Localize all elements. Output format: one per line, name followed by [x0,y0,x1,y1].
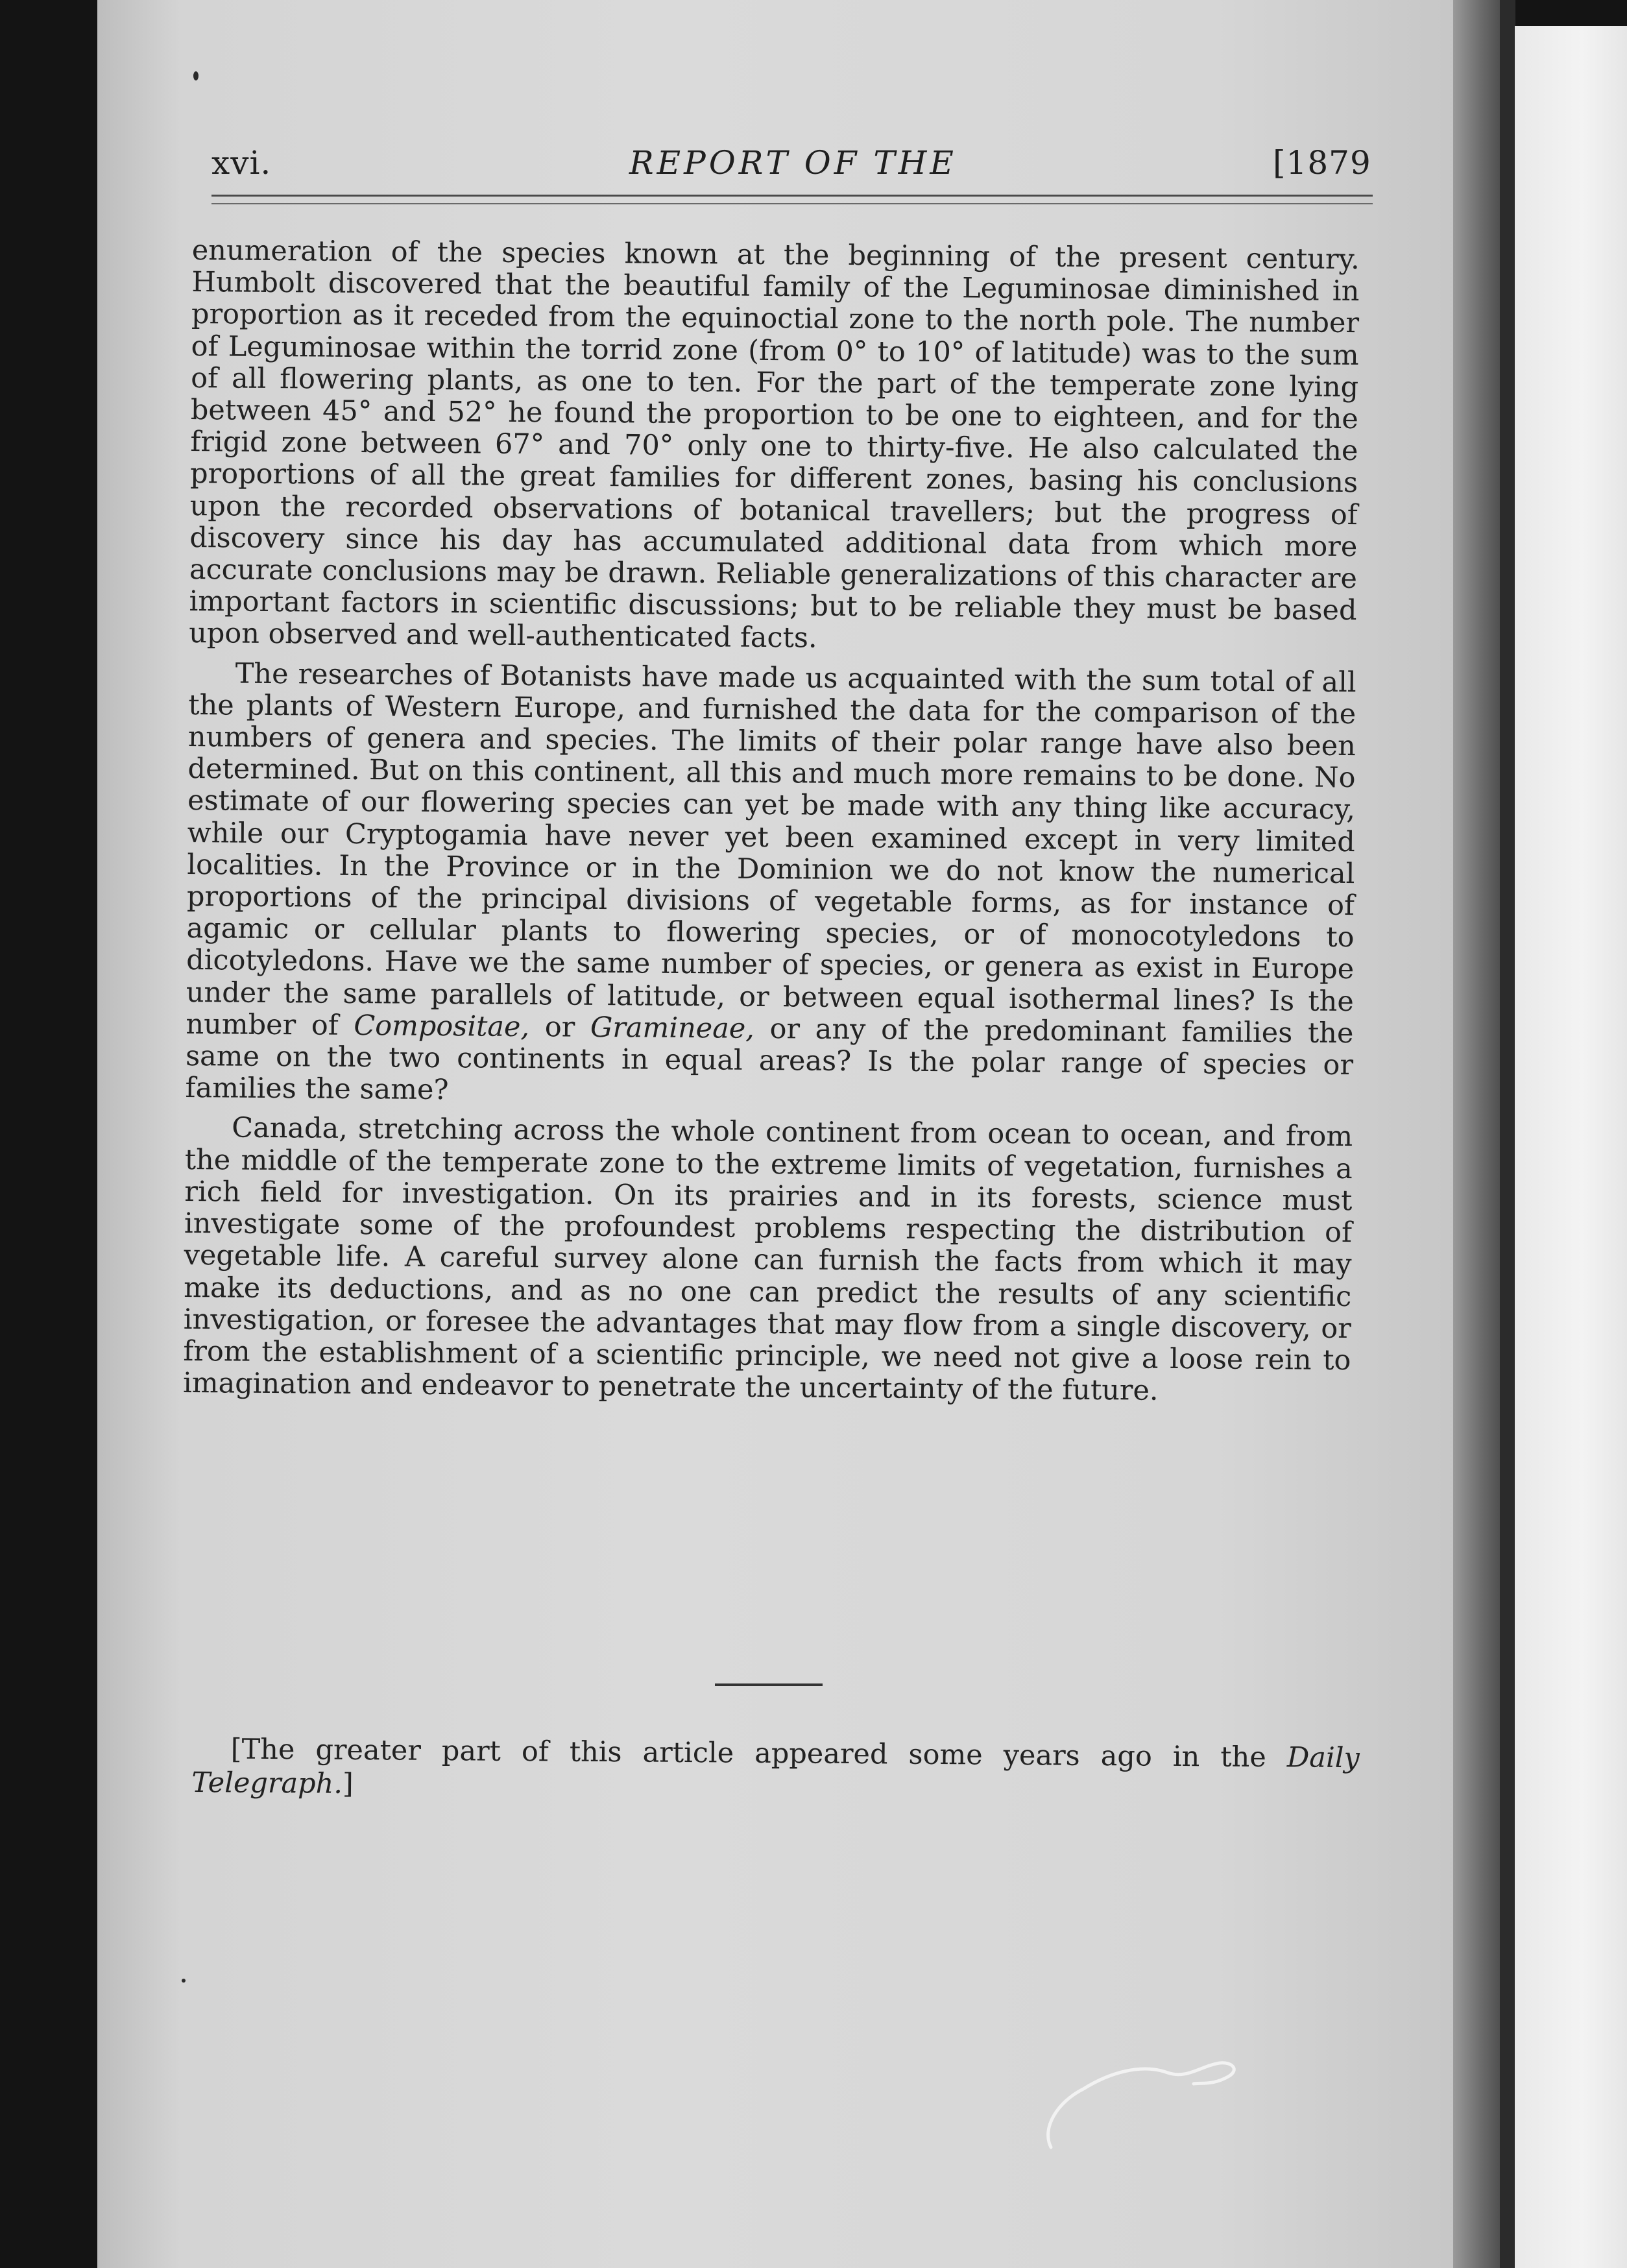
ink-speck [193,71,199,80]
paragraph-text: or [529,1010,591,1044]
paragraph-text: or any of the predominant families the same on the two continents in equal areas? Is the polar range of species or families the same? [185,1012,1354,1107]
page-year: [1879 [1273,144,1371,182]
paragraph-text: The researches of Botanists have made us acquainted with the sum total of all the plants of Western Europe, and furnished the data for the comparison of the numbers of genera and species. The limits of their polar range have also been determined. But on this continent, all this and much more remains to be done. No estimate of our flowering species can yet be made with any thing like accuracy, while our Cryptogamia have never yet been examined except in very limited localities. In the Province or in the Dominion we do not know the numerical proportions of the principal divisions of vegetable forms, as for instance of agamic or cellular plants to flowering species, or of monocotyledons to dicotyledons. Have we the same number of species, or genera as exist in Europe under the same parallels of latitude, or between equal isothermal lines? Is the number of [186,657,1356,1042]
article-body [183,235,1360,1416]
header-rule [211,195,1373,197]
facing-page-edge [1515,26,1627,2268]
running-title: REPORT OF THE [629,144,957,182]
term-compositae: Compositae, [354,1009,530,1043]
term-gramineae: Gramineae, [590,1011,755,1045]
note-close: ] [342,1767,354,1800]
pencil-mark [1038,2044,1246,2160]
ink-speck [182,1979,186,1983]
paragraph-continued: enumeration of the species known at the beginning of the present century. Humbolt discovered that the beautiful family of the Leguminosae diminished in proportion as it receded from the equinoctial zone to the north pole. The number of Leguminosae within the torrid zone (from 0° to 10° of latitude) was to the sum of all flowering plants, as one to ten. For the part of the temperate zone lying between 45° and 52° he found the proportion to be one to eighteen, and for the frigid zone between 67° and 70° only one to thirty-five. He also calculated the proportions of all the great families for different zones, basing his conclusions upon the recorded observations of botanical travellers; but the progress of discovery since his day has accumulated additional data from which more accurate conclusions may be drawn. Reliable generalizations of this character are important factors in scientific discussions; but to be reliable they must be based upon observed and well-authenticated facts. [188,234,1360,655]
page-number: xvi. [211,144,272,182]
header-rule-thin [211,203,1373,204]
note-text: [The greater part of this article appeared some years ago in the [230,1733,1288,1774]
section-divider [715,1683,823,1686]
binding-edge [1500,0,1515,2268]
paragraph-canada: Canada, stretching across the whole continent from ocean to ocean, and from the middle of the temperate zone to the extreme limits of vegetation, furnishes a rich field for investigation. On its prairies and in its forests, science must investigate some of the profoundest problems respecting the distribution of vegetable life. A careful survey alone can furnish the facts from which it may make its deductions, and as no one can predict the results of any scientific investigation, or foresee the advantages that may flow from a single discovery, or from the establishment of a scientific principle, we need not give a loose rein to imagination and endeavor to penetrate the uncertainty of the future. [182,1112,1353,1407]
note-source: Daily Telegraph. [191,1741,1360,1800]
paragraph-researches [185,658,1356,1114]
editorial-note [191,1732,1360,1809]
